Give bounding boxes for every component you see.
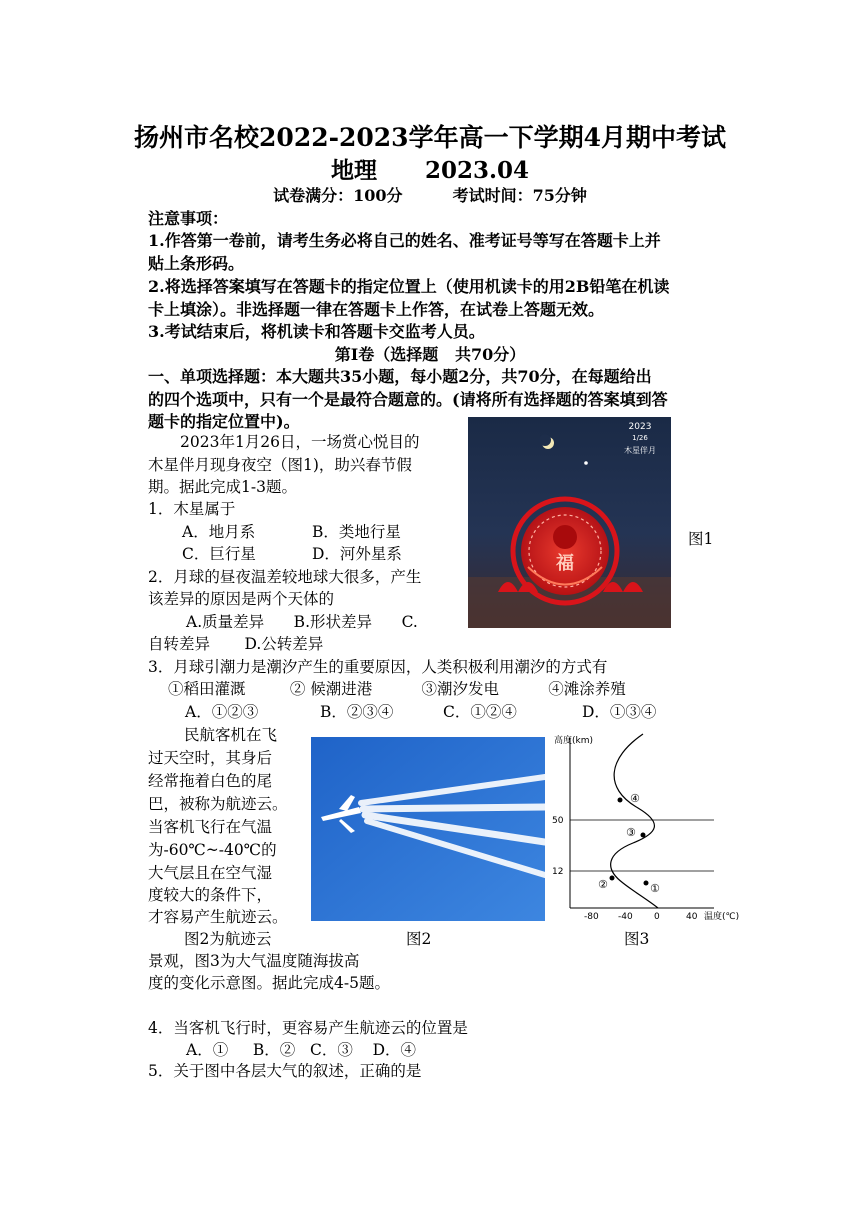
passage2-line-5: 当客机飞行在气温 bbox=[148, 818, 273, 836]
figure-3-point-3: ③ bbox=[626, 826, 636, 839]
notice-heading: 注意事项： bbox=[148, 209, 229, 228]
figure-2-caption: 图2 bbox=[406, 930, 432, 948]
exam-title: 扬州市名校2022-2023学年高一下学期4月期中考试 bbox=[134, 123, 726, 152]
figure-3-caption: 图3 bbox=[624, 930, 650, 948]
subject-line: 地理 2023.04 bbox=[330, 157, 530, 184]
notice-item-3: 3.考试结束后，将机读卡和答题卡交监考人员。 bbox=[148, 322, 485, 341]
q1-option-a: A．地月系 bbox=[182, 523, 256, 541]
q4-stem: 4．当客机飞行时，更容易产生航迹云的位置是 bbox=[148, 1019, 468, 1037]
q3-option-c: C．①②④ bbox=[443, 703, 517, 721]
notice-item-1-line-2: 贴上条形码。 bbox=[148, 254, 245, 273]
figure-3-y-tick-50: 50 bbox=[552, 816, 564, 826]
figure-1-image bbox=[468, 417, 671, 628]
q2-options-line-2: 自转差异 D.公转差异 bbox=[148, 635, 324, 653]
passage1-line-1: 2023年1月26日，一场赏心悦目的 bbox=[180, 433, 420, 451]
figure-3-y-label: 高度(km) bbox=[554, 736, 594, 746]
part1-intro-line-3: 题卡的指定位置中)。 bbox=[148, 412, 300, 431]
figure-3-x-tick-80: -80 bbox=[584, 912, 599, 922]
figure-3-x-label: 温度(℃) bbox=[704, 912, 740, 922]
passage2-line-1: 民航客机在飞 bbox=[184, 726, 278, 744]
figure-3-point-2: ② bbox=[598, 878, 608, 891]
passage1-line-2: 木星伴月现身夜空（图1)，助兴春节假 bbox=[148, 456, 412, 474]
figure-3-point-1: ① bbox=[650, 882, 660, 895]
figure-3-chart bbox=[548, 728, 746, 924]
q2-stem-line-1: 2．月球的昼夜温差较地球大很多，产生 bbox=[148, 568, 422, 586]
passage2-line-11: 景观，图3为大气温度随海拔高 bbox=[148, 952, 360, 970]
passage2-line-12: 度的变化示意图。据此完成4-5题。 bbox=[148, 974, 390, 992]
figure-3-point-4: ④ bbox=[630, 792, 640, 805]
passage2-line-9: 才容易产生航迹云。 bbox=[148, 908, 288, 926]
q3-option-b: B．②③④ bbox=[320, 703, 394, 721]
passage2-line-4: 巴，被称为航迹云。 bbox=[148, 795, 288, 813]
figure-3-x-tick-40: -40 bbox=[618, 912, 633, 922]
q5-stem: 5．关于图中各层大气的叙述，正确的是 bbox=[148, 1062, 422, 1080]
figure-3-x-tick-40-pos: 40 bbox=[686, 912, 698, 922]
passage2-line-2: 过天空时，其身后 bbox=[148, 749, 273, 767]
notice-item-1-line-1: 1.作答第一卷前，请考生务必将自己的姓名、准考证号等写在答题卡上并 bbox=[148, 231, 661, 250]
passage2-line-7: 大气层且在空气湿 bbox=[148, 864, 273, 882]
exam-meta: 试卷满分：100分 考试时间：75分钟 bbox=[273, 186, 587, 205]
passage2-line-10: 图2为航迹云 bbox=[184, 930, 272, 948]
figure-1-fu-character: 福 bbox=[556, 553, 574, 574]
notice-item-2-line-2: 卡上填涂）。非选择题一律在答题卡上作答，在试卷上答题无效。 bbox=[148, 300, 605, 319]
part1-intro-line-2: 的四个选项中，只有一个是最符合题意的。(请将所有选择题的答案填到答 bbox=[148, 390, 668, 409]
q1-option-c: C．巨行星 bbox=[182, 545, 256, 563]
figure-3-x-tick-0: 0 bbox=[654, 912, 660, 922]
q1-option-d: D．河外星系 bbox=[312, 545, 402, 563]
q1-option-b: B．类地行星 bbox=[312, 523, 401, 541]
part1-heading: 第Ⅰ卷（选择题 共70分） bbox=[334, 345, 526, 364]
q3-stem: 3．月球引潮力是潮汐产生的重要原因，人类积极利用潮汐的方式有 bbox=[148, 658, 608, 676]
figure-2-image bbox=[311, 737, 545, 921]
q2-options-line-1: A.质量差异 B.形状差异 C. bbox=[186, 613, 418, 631]
q4-options: A．① B．② C．③ D．④ bbox=[186, 1041, 416, 1059]
q1-stem: 1．木星属于 bbox=[148, 500, 236, 518]
q2-stem-line-2: 该差异的原因是两个天体的 bbox=[148, 590, 335, 608]
passage2-line-8: 度较大的条件下， bbox=[148, 886, 273, 904]
passage2-line-3: 经常拖着白色的尾 bbox=[148, 772, 273, 790]
q3-option-d: D．①③④ bbox=[582, 703, 657, 721]
passage2-line-6: 为-60℃~-40℃的 bbox=[148, 841, 277, 859]
figure-1-label-date: 1/26 bbox=[632, 434, 648, 442]
figure-1-label-title: 木星伴月 bbox=[624, 446, 656, 455]
part1-intro-line-1: 一、单项选择题：本大题共35小题，每小题2分，共70分，在每题给出 bbox=[148, 367, 652, 386]
notice-item-2-line-1: 2.将选择答案填写在答题卡的指定位置上（使用机读卡的用2B铅笔在机读 bbox=[148, 277, 670, 296]
figure-1-caption: 图1 bbox=[688, 530, 714, 548]
q3-option-a: A．①②③ bbox=[185, 703, 259, 721]
q3-items: ①稻田灌溉 ② 候潮进港 ③潮汐发电 ④滩涂养殖 bbox=[168, 680, 626, 698]
figure-3-y-tick-12: 12 bbox=[552, 867, 564, 877]
passage1-line-3: 期。据此完成1-3题。 bbox=[148, 478, 297, 496]
figure-1-label-year: 2023 bbox=[628, 422, 652, 432]
